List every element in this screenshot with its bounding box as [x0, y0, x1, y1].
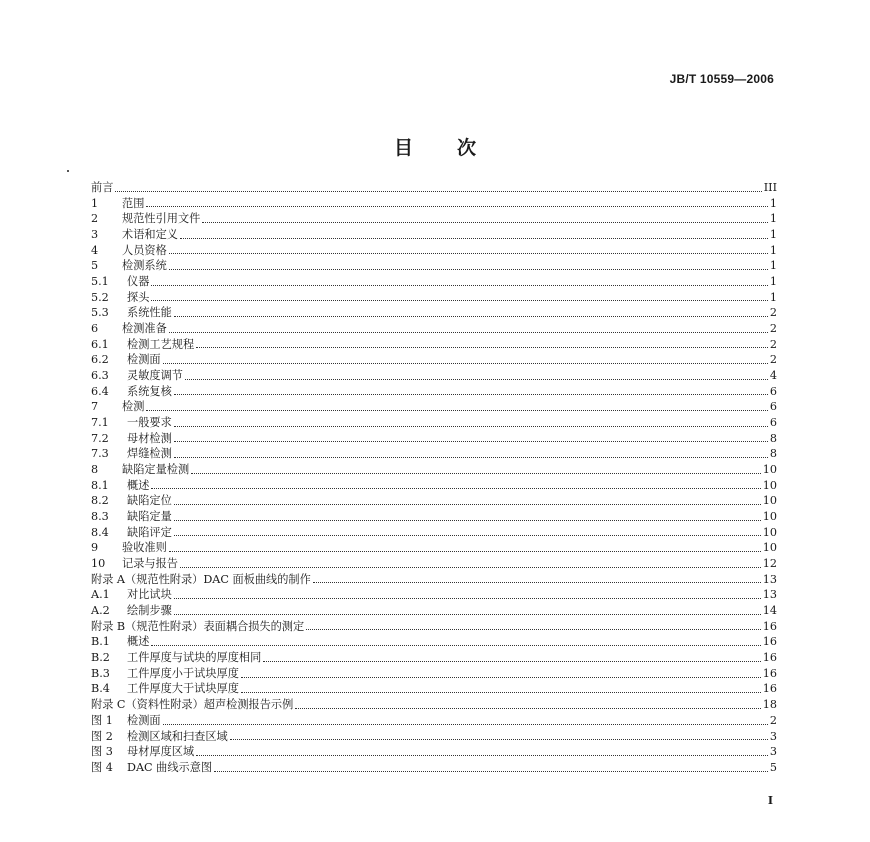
toc-entry-label: 附录 B（规范性附录）表面耦合损失的测定	[91, 619, 305, 633]
title-char-2: 次	[457, 137, 477, 159]
toc-entry-label: 规范性引用文件	[122, 212, 201, 226]
toc-entry-page: 3	[769, 745, 777, 759]
toc-entry-number: 图 4	[91, 760, 113, 774]
toc-entry-number: 5	[91, 259, 99, 273]
toc-entry[interactable]	[91, 493, 777, 509]
toc-entry-number: 2	[91, 212, 99, 226]
toc-entry-label: 一般要求	[127, 416, 172, 430]
toc-entry[interactable]	[91, 258, 777, 274]
toc-entry-page: 6	[769, 400, 777, 414]
toc-entry-label: 工件厚度小于试块厚度	[127, 666, 239, 680]
toc-entry-page: 1	[769, 243, 777, 257]
toc-entry-page: 2	[769, 306, 777, 320]
dot-leader	[174, 598, 761, 599]
toc-entry-number: B.2	[91, 651, 110, 665]
dot-leader	[185, 379, 768, 380]
dot-leader	[163, 363, 768, 364]
toc-entry-number: 6.3	[91, 369, 109, 383]
toc-entry-label: 缺陷评定	[127, 525, 172, 539]
toc-entry[interactable]	[91, 634, 777, 650]
dot-leader	[115, 191, 761, 192]
toc-entry-page: 16	[762, 635, 777, 649]
toc-entry-number: 4	[91, 243, 99, 257]
toc-entry-label: 检测	[122, 400, 145, 414]
toc-entry-label: 检测准备	[122, 322, 167, 336]
toc-entry-label: 术语和定义	[122, 228, 178, 241]
toc-entry[interactable]	[91, 509, 777, 525]
toc-entry-label: 检测区域和扫查区域	[127, 729, 228, 743]
toc-entry-number: 5.3	[91, 306, 109, 320]
dot-leader	[174, 504, 761, 505]
dot-leader	[180, 567, 761, 568]
dot-leader	[196, 755, 768, 756]
toc-entry[interactable]	[91, 415, 777, 431]
toc-entry-number: 7	[91, 400, 99, 414]
toc-entry-number: 7.3	[91, 447, 109, 461]
dot-leader	[196, 347, 768, 348]
toc-entry-number: 6.2	[91, 353, 109, 367]
dot-leader	[174, 441, 768, 442]
toc-entry-number: 图 3	[91, 745, 113, 759]
toc-entry-page: 12	[762, 557, 777, 571]
toc-entry[interactable]	[91, 462, 777, 478]
toc-entry[interactable]	[91, 729, 777, 745]
toc-entry-label: 检测面	[127, 353, 161, 367]
toc-entry[interactable]	[91, 196, 777, 212]
toc-entry-page: 8	[769, 431, 777, 445]
toc-entry-page: 6	[769, 416, 777, 430]
toc-entry-page: 10	[762, 463, 777, 477]
toc-entry-page: 10	[762, 494, 777, 508]
dot-leader	[191, 473, 761, 474]
toc-entry[interactable]	[91, 274, 777, 290]
dot-leader	[174, 426, 768, 427]
toc-entry-label: 记录与报告	[122, 557, 178, 571]
toc-entry-number: A.1	[91, 588, 110, 602]
toc-entry[interactable]	[91, 619, 777, 635]
dot-leader	[146, 410, 767, 411]
toc-entry-label: 附录 C（资料性附录）超声检测报告示例	[91, 698, 294, 712]
toc-entry[interactable]	[91, 337, 777, 353]
toc-entry-number: B.4	[91, 682, 110, 696]
toc-entry-page: 1	[769, 275, 777, 289]
toc-entry-label: 系统复核	[127, 384, 172, 398]
toc-entry-page: 3	[769, 729, 777, 743]
toc-entry[interactable]	[91, 760, 777, 776]
dot-leader	[295, 708, 760, 709]
toc-entry-label: 检测面	[127, 713, 161, 727]
toc-entry-label: 对比试块	[127, 588, 172, 602]
toc-entry-page: 18	[762, 698, 777, 712]
toc-entry-page: 16	[762, 666, 777, 680]
toc-entry-page: 16	[762, 619, 777, 633]
toc-entry-number: 图 2	[91, 729, 113, 743]
toc-entry-label: 工件厚度大于试块厚度	[127, 682, 239, 696]
toc-entry[interactable]	[91, 321, 777, 337]
toc-entry-label: 母材厚度区域	[127, 745, 195, 759]
toc-entry-page: III	[763, 180, 777, 194]
dot-leader	[151, 285, 767, 286]
toc-entry[interactable]	[91, 211, 777, 227]
dot-leader	[151, 488, 760, 489]
toc-entry-label: 工件厚度与试块的厚度相同	[127, 651, 262, 665]
toc-entry[interactable]	[91, 431, 777, 447]
dot-leader	[180, 238, 768, 239]
toc-entry-label: 探头	[127, 290, 150, 304]
toc-entry[interactable]	[91, 650, 777, 666]
toc-entry[interactable]	[91, 290, 777, 306]
toc-entry-label: 灵敏度调节	[127, 369, 183, 383]
toc-entry-number: 9	[91, 541, 99, 555]
dot-leader	[174, 614, 761, 615]
toc-entry-label: 检测系统	[122, 259, 167, 273]
dot-leader	[202, 222, 768, 223]
toc-entry-label: DAC 曲线示意图	[127, 760, 213, 774]
toc-entry[interactable]	[91, 180, 777, 196]
dot-leader	[169, 332, 768, 333]
toc-entry-number: 图 1	[91, 713, 113, 727]
dot-leader	[169, 253, 768, 254]
toc-entry-page: 10	[762, 541, 777, 555]
scan-speck	[67, 170, 69, 172]
toc-entry-label: 附录 A（规范性附录）DAC 面板曲线的制作	[91, 572, 311, 586]
toc-entry-label: 概述	[127, 635, 150, 649]
toc-entry-number: 10	[91, 557, 106, 571]
toc-entry-number: 8.3	[91, 510, 109, 524]
toc-entry-label: 前言	[91, 180, 114, 194]
toc-entry-number: B.3	[91, 666, 110, 680]
toc-entry-label: 绘制步骤	[127, 604, 172, 618]
toc-entry-number: 6	[91, 322, 99, 336]
toc-entry[interactable]	[91, 384, 777, 400]
toc-entry-page: 2	[769, 337, 777, 351]
toc-entry[interactable]	[91, 587, 777, 603]
dot-leader	[151, 645, 760, 646]
toc-entry-label: 人员资格	[122, 243, 167, 257]
page-number: I	[767, 794, 773, 807]
toc-entry-number: 6.1	[91, 337, 109, 351]
toc-entry-page: 2	[769, 322, 777, 336]
dot-leader	[151, 300, 767, 301]
toc-entry-page: 13	[762, 588, 777, 602]
toc-entry-page: 1	[769, 212, 777, 226]
page-title	[0, 133, 870, 160]
toc-entry[interactable]	[91, 243, 777, 259]
toc-entry-page: 13	[762, 572, 777, 586]
toc-entry-page: 10	[762, 525, 777, 539]
toc-entry-number: 8.2	[91, 494, 109, 508]
toc-entry-page: 5	[769, 760, 777, 774]
toc-entry-page: 2	[769, 353, 777, 367]
toc-entry-page: 1	[769, 290, 777, 304]
dot-leader	[263, 661, 760, 662]
dot-leader	[169, 551, 761, 552]
dot-leader	[241, 692, 761, 693]
dot-leader	[230, 739, 768, 740]
toc-entry-page: 16	[762, 682, 777, 696]
toc-entry-page: 2	[769, 713, 777, 727]
toc-entry[interactable]	[91, 713, 777, 729]
dot-leader	[306, 629, 761, 630]
toc-entry[interactable]	[91, 525, 777, 541]
dot-leader	[174, 535, 761, 536]
toc-entry-label: 检测工艺规程	[127, 337, 195, 351]
dot-leader	[163, 724, 768, 725]
toc-entry-label: 母材检测	[127, 431, 172, 445]
toc-entry-number: 5.1	[91, 275, 109, 289]
toc-entry-label: 概述	[127, 478, 150, 492]
toc-entry[interactable]	[91, 682, 777, 698]
toc-entry-label: 验收准则	[122, 541, 167, 555]
toc-entry-number: 6.4	[91, 384, 109, 398]
toc-entry-page: 10	[762, 478, 777, 492]
toc-entry-label: 缺陷定量	[127, 510, 172, 524]
toc-entry-page: 6	[769, 384, 777, 398]
dot-leader	[174, 457, 768, 458]
toc-entry[interactable]	[91, 572, 777, 588]
toc-entry-label: 焊缝检测	[127, 447, 172, 461]
toc-entry-page: 1	[769, 228, 777, 241]
toc-entry[interactable]	[91, 368, 777, 384]
toc-entry[interactable]	[91, 305, 777, 321]
toc-entry[interactable]	[91, 666, 777, 682]
toc-entry-label: 缺陷定位	[127, 494, 172, 508]
toc-entry-label: 仪器	[127, 275, 150, 289]
toc-entry-label: 缺陷定量检测	[122, 463, 190, 477]
toc-entry-number: 3	[91, 228, 99, 241]
toc-entry-page: 10	[762, 510, 777, 524]
toc-entry[interactable]	[91, 478, 777, 494]
dot-leader	[241, 677, 761, 678]
standard-code: JB/T 10559—2006	[669, 72, 774, 86]
toc-entry-label: 范围	[122, 196, 145, 210]
toc-entry-number: 8	[91, 463, 99, 477]
toc-entry-page: 4	[769, 369, 777, 383]
toc-entry[interactable]	[91, 540, 777, 556]
toc-entry-number: B.1	[91, 635, 110, 649]
toc-entry[interactable]	[91, 697, 777, 713]
toc-entry-page: 8	[769, 447, 777, 461]
dot-leader	[146, 206, 767, 207]
title-char-1: 目	[393, 137, 413, 159]
toc-entry-number: A.2	[91, 604, 110, 618]
table-of-contents	[91, 180, 777, 776]
toc-entry-page: 16	[762, 651, 777, 665]
toc-entry-page: 1	[769, 196, 777, 210]
toc-entry-label: 系统性能	[127, 306, 172, 320]
toc-entry[interactable]	[91, 352, 777, 368]
toc-entry-number: 7.1	[91, 416, 109, 430]
dot-leader	[214, 771, 768, 772]
toc-entry-page: 1	[769, 259, 777, 273]
toc-entry[interactable]	[91, 744, 777, 760]
toc-entry-number: 7.2	[91, 431, 109, 445]
toc-entry-number: 8.4	[91, 525, 109, 539]
dot-leader	[174, 394, 768, 395]
toc-entry-number: 1	[91, 196, 99, 210]
dot-leader	[313, 582, 761, 583]
toc-entry-number: 5.2	[91, 290, 109, 304]
toc-entry[interactable]	[91, 446, 777, 462]
toc-entry[interactable]	[91, 556, 777, 572]
dot-leader	[174, 520, 761, 521]
dot-leader	[169, 269, 768, 270]
dot-leader	[174, 316, 768, 317]
toc-entry-page: 14	[762, 604, 777, 618]
toc-entry[interactable]	[91, 603, 777, 619]
toc-entry-number: 8.1	[91, 478, 109, 492]
toc-entry[interactable]	[91, 227, 777, 243]
toc-entry[interactable]	[91, 399, 777, 415]
